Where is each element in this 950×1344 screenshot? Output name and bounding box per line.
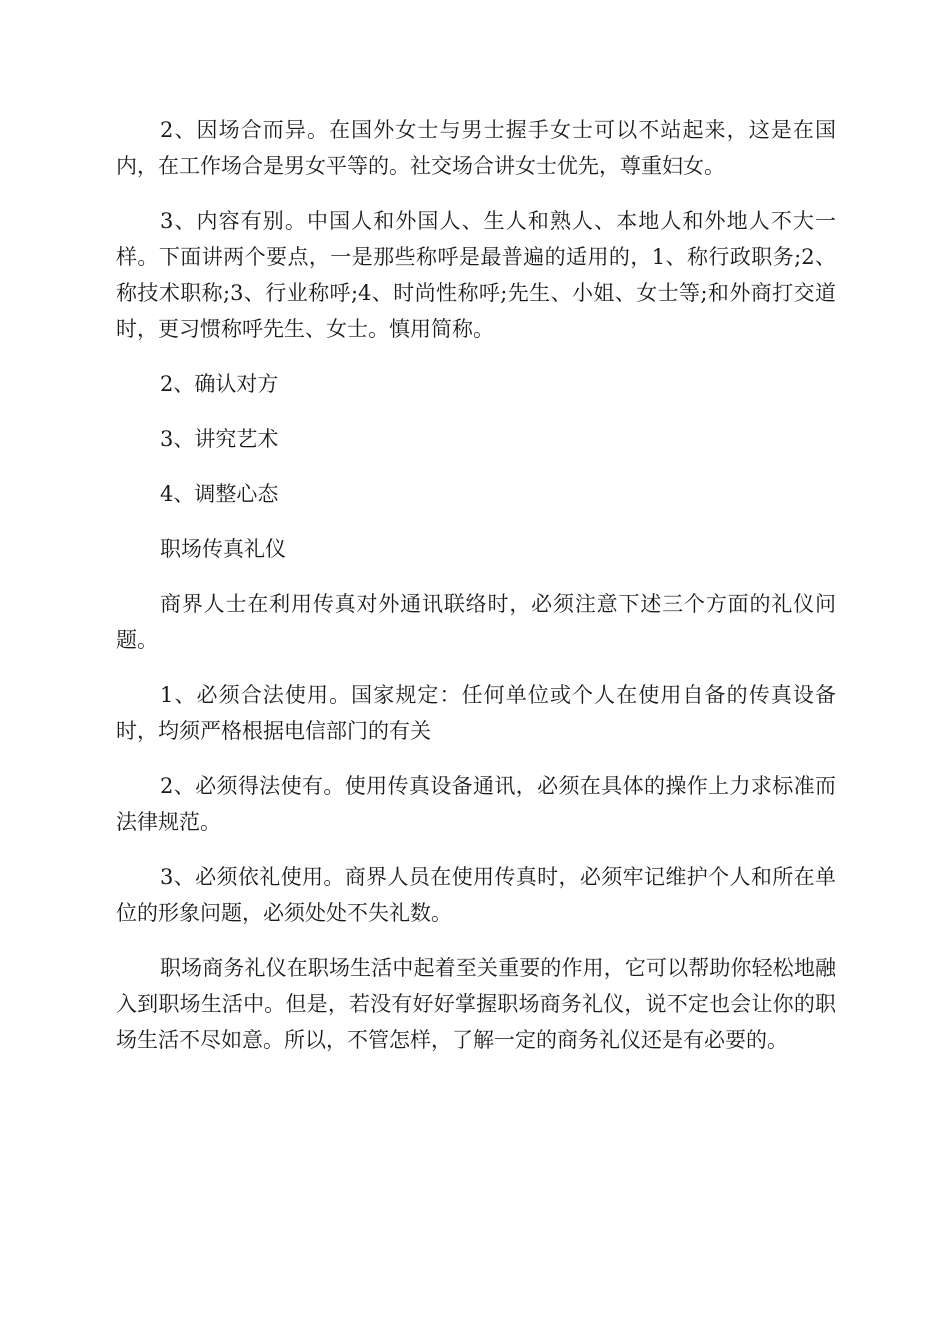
paragraph-conclusion: 职场商务礼仪在职场生活中起着至关重要的作用，它可以帮助你轻松地融入到职场生活中。但是，若没有好好掌握职场商务礼仪，说不定也会让你的职场生活不尽如意。所以，不管怎样，了解一定的商务礼仪还是有必要的。 — [116, 956, 836, 1052]
paragraph-confirm-party: 2、确认对方 — [160, 372, 279, 396]
paragraph-fax-proper-use: 2、必须得法使有。使用传真设备通讯，必须在具体的操作上力求标准而法律规范。 — [116, 774, 836, 834]
paragraph-art: 3、讲究艺术 — [160, 427, 279, 451]
paragraph-occasion-difference: 2、因场合而异。在国外女士与男士握手女士可以不站起来，这是在国内，在工作场合是男女平等的。社交场合讲女士优先，尊重妇女。 — [116, 118, 836, 178]
paragraph-fax-polite-use: 3、必须依礼使用。商界人员在使用传真时，必须牢记维护个人和所在单位的形象问题，必须处处不失礼数。 — [116, 865, 836, 925]
document-body — [116, 112, 836, 1077]
paragraph-content-difference: 3、内容有别。中国人和外国人、生人和熟人、本地人和外地人不大一样。下面讲两个要点，一是那些称呼是最普遍的适用的，1、称行政职务;2、称技术职称;3、行业称呼;4、时尚性称呼;先生、小姐、女士等;和外商打交道时，更习惯称呼先生、女士。慎用简称。 — [116, 209, 836, 341]
paragraph-fax-intro: 商界人士在利用传真对外通讯联络时，必须注意下述三个方面的礼仪问题。 — [116, 592, 836, 652]
section-heading-fax-etiquette: 职场传真礼仪 — [160, 537, 286, 561]
paragraph-mindset: 4、调整心态 — [160, 482, 279, 506]
paragraph-fax-legal-use: 1、必须合法使用。国家规定：任何单位或个人在使用自备的传真设备时，均须严格根据电信部门的有关 — [116, 683, 836, 743]
